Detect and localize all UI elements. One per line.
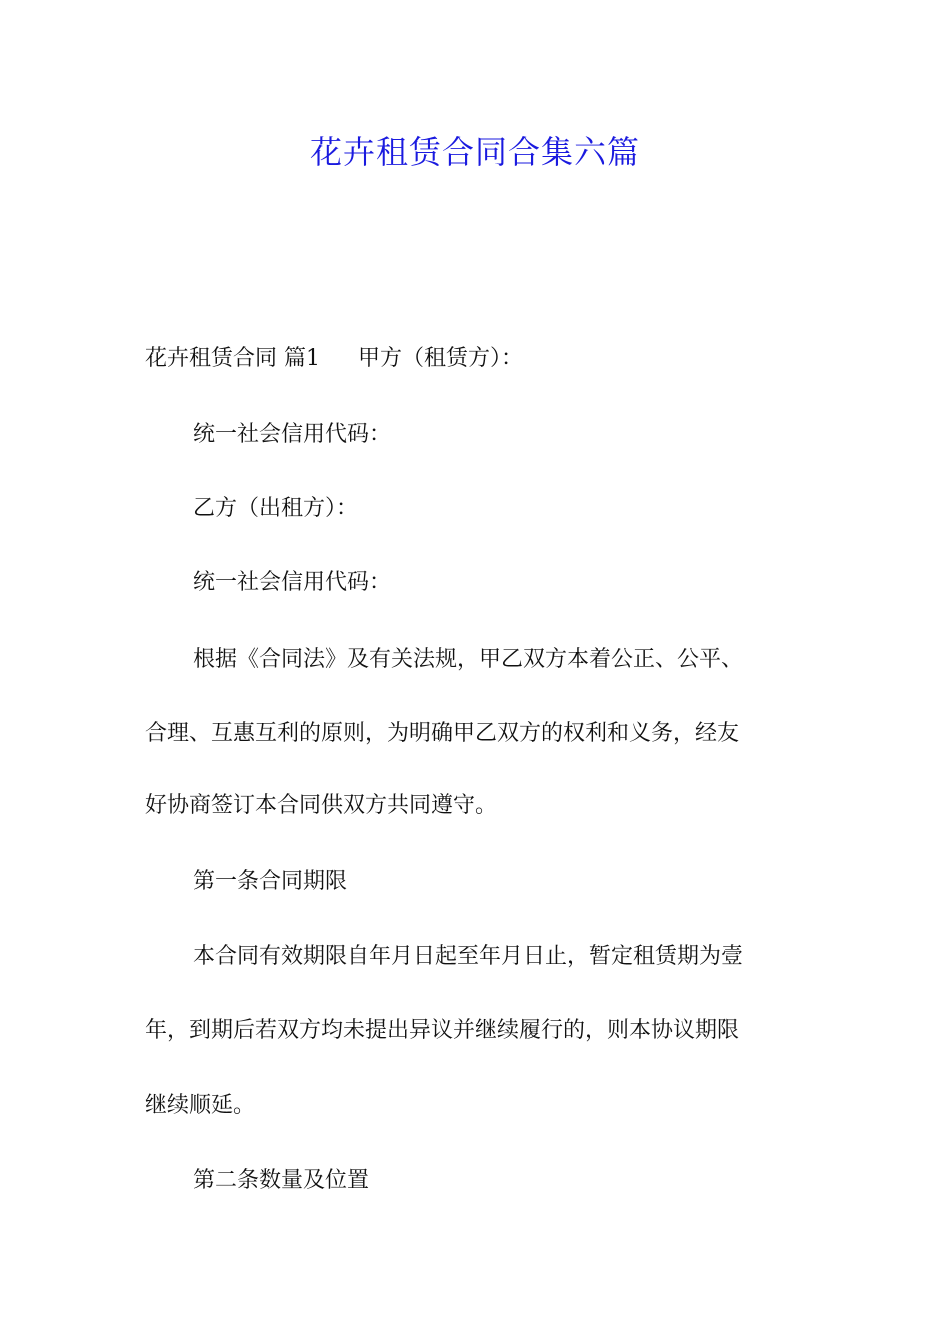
article-2-heading: 第二条数量及位置 xyxy=(193,1168,370,1193)
preamble-line-1: 根据《合同法》及有关法规，甲乙双方本着公正、公平、 xyxy=(193,647,744,672)
article-1-line-3: 继续顺延。 xyxy=(145,1093,256,1118)
preamble-line-2: 合理、互惠互利的原则，为明确甲乙双方的权利和义务，经友 xyxy=(145,721,740,746)
document-title: 花卉租赁合同合集六篇 xyxy=(309,133,640,171)
party-b-label-line: 乙方（出租方）： xyxy=(193,496,359,521)
party-a-label: 甲方（租赁方）： xyxy=(358,346,524,371)
article-1-line-1: 本合同有效期限自年月日起至年月日止，暂定租赁期为壹 xyxy=(193,944,744,969)
article-1-heading: 第一条合同期限 xyxy=(193,869,348,894)
party-a-credit-code-line: 统一社会信用代码： xyxy=(193,422,392,447)
preamble-line-3: 好协商签订本合同供双方共同遵守。 xyxy=(145,793,498,818)
article-1-line-2: 年，到期后若双方均未提出异议并继续履行的，则本协议期限 xyxy=(145,1018,740,1043)
party-b-credit-code-line: 统一社会信用代码： xyxy=(193,570,392,595)
section-label: 花卉租赁合同 篇1 xyxy=(145,346,320,371)
section-heading-line xyxy=(145,343,810,375)
